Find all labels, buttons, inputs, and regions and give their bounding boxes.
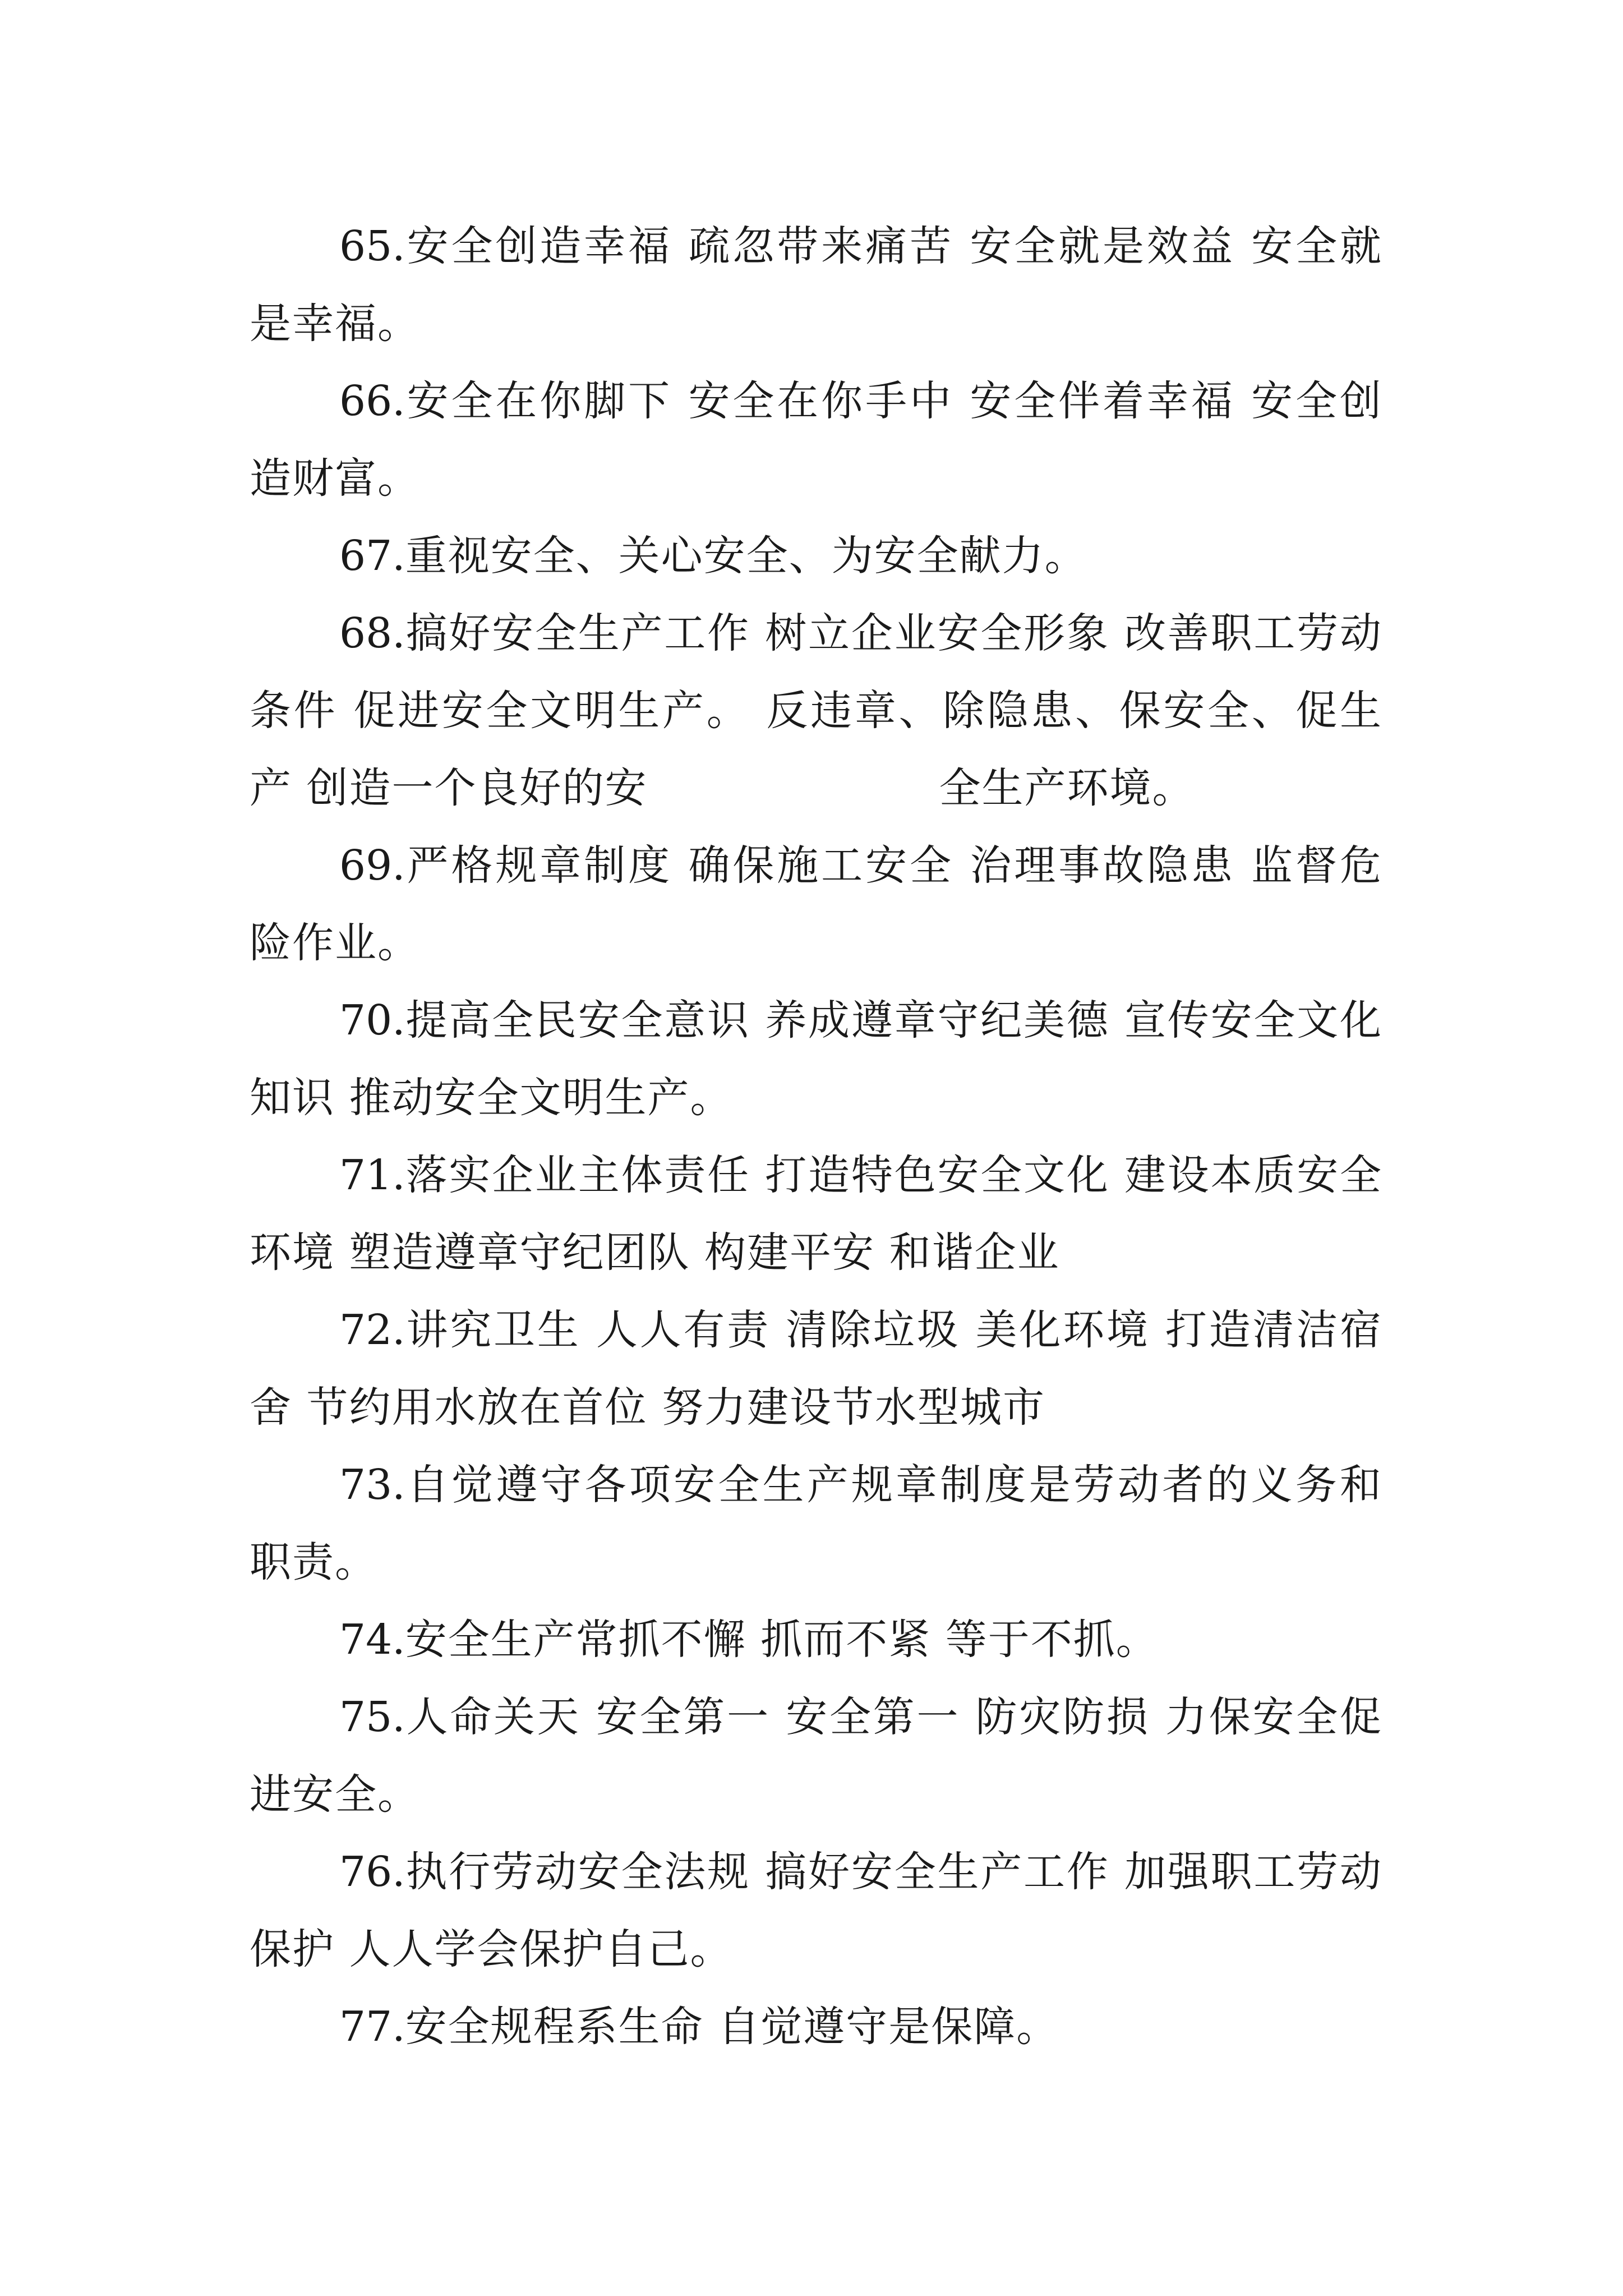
list-item <box>250 1678 1382 1833</box>
item-text: 安全在你脚下 安全在你手中 安全伴着幸福 安全创造财富。 <box>250 377 1382 503</box>
item-text: 安全创造幸福 疏忽带来痛苦 安全就是效益 安全就是幸福。 <box>250 222 1382 348</box>
item-number: 69. <box>339 841 405 890</box>
slogan-list <box>250 208 1382 2065</box>
item-number: 73. <box>339 1461 405 1509</box>
item-text: 安全生产常抓不懈 抓而不紧 等于不抓。 <box>405 1616 1159 1664</box>
item-text: 执行劳动安全法规 搞好安全生产工作 加强职工劳动保护 人人学会保护自己。 <box>250 1848 1382 1973</box>
item-number: 75. <box>339 1693 405 1741</box>
item-number: 70. <box>339 996 405 1045</box>
item-number: 67. <box>339 532 405 580</box>
list-item <box>250 517 1382 595</box>
item-text: 搞好安全生产工作 树立企业安全形象 改善职工劳动条件 促进安全文明生产。 反违章、除隐患、保安全、促生产 创造一个良好的安 <box>250 609 1382 812</box>
list-item <box>250 1291 1382 1446</box>
item-text-continued: 全生产环境。 <box>939 764 1195 812</box>
item-text: 安全规程系生命 自觉遵守是保障。 <box>405 2003 1059 2051</box>
item-number: 76. <box>339 1848 405 1896</box>
list-item <box>250 827 1382 982</box>
item-text: 自觉遵守各项安全生产规章制度是劳动者的义务和职责。 <box>250 1461 1382 1586</box>
item-number: 77. <box>339 2003 405 2051</box>
list-item <box>250 1446 1382 1601</box>
list-item <box>250 208 1382 362</box>
list-item <box>250 1601 1382 1678</box>
list-item <box>250 362 1382 517</box>
item-text: 提高全民安全意识 养成遵章守纪美德 宣传安全文化知识 推动安全文明生产。 <box>250 996 1382 1122</box>
item-number: 74. <box>339 1616 405 1664</box>
item-number: 65. <box>339 222 405 270</box>
list-item <box>250 982 1382 1137</box>
item-text: 重视安全、关心安全、为安全献力。 <box>405 532 1087 580</box>
item-number: 68. <box>339 609 405 657</box>
list-item <box>250 1137 1382 1291</box>
list-item <box>250 595 1382 827</box>
item-number: 66. <box>339 377 405 425</box>
item-number: 72. <box>339 1306 405 1354</box>
item-text: 讲究卫生 人人有责 清除垃圾 美化环境 打造清洁宿舍 节约用水放在首位 努力建设节水型城市 <box>250 1306 1382 1432</box>
list-item <box>250 1833 1382 1988</box>
item-number: 71. <box>339 1151 405 1199</box>
list-item <box>250 1988 1382 2065</box>
item-text: 人命关天 安全第一 安全第一 防灾防损 力保安全促进安全。 <box>250 1693 1382 1819</box>
item-text: 落实企业主体责任 打造特色安全文化 建设本质安全环境 塑造遵章守纪团队 构建平安 和谐企业 <box>250 1151 1382 1277</box>
item-text: 严格规章制度 确保施工安全 治理事故隐患 监督危险作业。 <box>250 841 1382 967</box>
